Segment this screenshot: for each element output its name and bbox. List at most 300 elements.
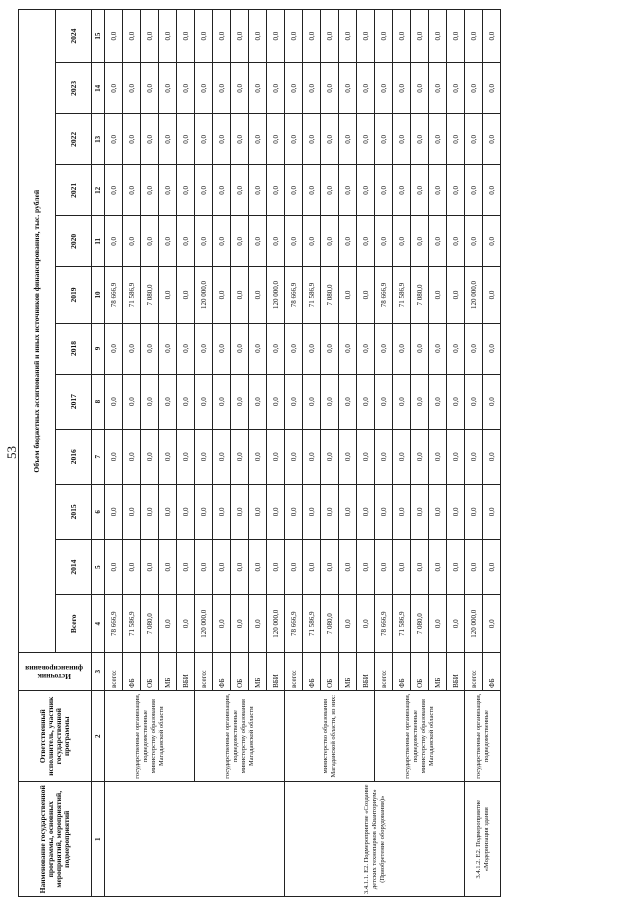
year-value: 0,0 [339,216,357,267]
year-value: 0,0 [213,374,231,429]
year-value: 0,0 [195,429,213,484]
year-value: 0,0 [321,323,339,374]
year-value: 0,0 [429,216,447,267]
total-value: 0,0 [249,595,267,653]
column-number: 11 [92,216,105,267]
year-value: 0,0 [177,429,195,484]
year-value: 0,0 [411,10,429,63]
year-value: 0,0 [285,114,303,165]
column-number: 12 [92,165,105,216]
header-year: 2017 [56,374,92,429]
column-number: 8 [92,374,105,429]
funding-source: ОБ [231,653,249,690]
year-value: 0,0 [357,216,375,267]
year-value: 0,0 [285,323,303,374]
year-value: 0,0 [285,216,303,267]
year-value: 0,0 [123,429,141,484]
year-value: 0,0 [483,540,501,595]
funding-source: ВБИ [357,653,375,690]
year-value: 0,0 [195,216,213,267]
header-total: Всего [56,595,92,653]
funding-source: МБ [249,653,267,690]
header-year: 2020 [56,216,92,267]
year-value: 0,0 [159,165,177,216]
year-value: 0,0 [303,63,321,114]
column-number: 15 [92,10,105,63]
year-value: 0,0 [105,374,123,429]
year-value: 0,0 [177,323,195,374]
year-value: 0,0 [393,429,411,484]
responsible-executor: государственные организации, подведомственные министерству образования Магаданской области [195,690,285,782]
year-value: 0,0 [465,165,483,216]
responsible-executor: государственные организации, подведомственные министерству образования Магаданской области [105,690,195,782]
table-row [465,10,483,897]
year-value: 0,0 [375,216,393,267]
funding-source: всего: [105,653,123,690]
total-value: 0,0 [339,595,357,653]
year-value: 0,0 [177,374,195,429]
year-value: 7 080,0 [141,267,159,323]
year-value: 0,0 [321,165,339,216]
year-value: 0,0 [321,374,339,429]
year-value: 0,0 [447,114,465,165]
column-number: 13 [92,114,105,165]
year-value: 0,0 [483,374,501,429]
year-value: 71 586,9 [123,267,141,323]
column-number: 14 [92,63,105,114]
year-value: 0,0 [231,63,249,114]
year-value: 78 666,9 [285,267,303,323]
year-value: 0,0 [465,10,483,63]
year-value: 0,0 [303,323,321,374]
financing-table [18,9,501,897]
year-value: 0,0 [429,165,447,216]
year-value: 0,0 [447,10,465,63]
year-value: 0,0 [141,484,159,539]
year-value: 0,0 [339,540,357,595]
year-value: 0,0 [249,323,267,374]
total-value: 78 666,9 [285,595,303,653]
header-year: 2024 [56,10,92,63]
measure-name: 3.4.1.1. Е2. Подмероприятие «Создание детских технопарков «Кванториум» (Приобретение оборудования)» [285,782,465,897]
year-value: 0,0 [195,114,213,165]
year-value: 120 000,0 [195,267,213,323]
year-value: 0,0 [267,484,285,539]
year-value: 0,0 [159,374,177,429]
year-value: 0,0 [141,374,159,429]
year-value: 0,0 [483,216,501,267]
year-value: 0,0 [213,10,231,63]
funding-source: ФБ [123,653,141,690]
year-value: 0,0 [231,114,249,165]
year-value: 0,0 [411,374,429,429]
header-year: 2015 [56,484,92,539]
year-value: 0,0 [375,323,393,374]
year-value: 0,0 [465,540,483,595]
year-value: 0,0 [447,374,465,429]
year-value: 0,0 [303,429,321,484]
funding-source: ФБ [303,653,321,690]
year-value: 0,0 [321,429,339,484]
year-value: 0,0 [159,10,177,63]
year-value: 0,0 [465,374,483,429]
year-value: 0,0 [177,63,195,114]
year-value: 0,0 [339,429,357,484]
year-value: 0,0 [429,10,447,63]
year-value: 0,0 [249,165,267,216]
year-value: 0,0 [195,540,213,595]
year-value: 0,0 [285,165,303,216]
year-value: 0,0 [447,63,465,114]
header-year: 2021 [56,165,92,216]
funding-source: всего: [465,653,483,690]
funding-source: ФБ [213,653,231,690]
year-value: 0,0 [267,63,285,114]
year-value: 0,0 [249,429,267,484]
total-value: 78 666,9 [105,595,123,653]
year-value: 0,0 [339,374,357,429]
year-value: 0,0 [357,540,375,595]
year-value: 0,0 [231,267,249,323]
year-value: 0,0 [267,323,285,374]
year-value: 0,0 [123,540,141,595]
funding-source: ВБИ [267,653,285,690]
year-value: 0,0 [177,165,195,216]
year-value: 0,0 [393,323,411,374]
column-number: 7 [92,429,105,484]
year-value: 0,0 [105,63,123,114]
year-value: 0,0 [159,429,177,484]
total-value: 120 000,0 [195,595,213,653]
year-value: 0,0 [411,63,429,114]
header-year: 2023 [56,63,92,114]
year-value: 0,0 [411,114,429,165]
year-value: 0,0 [465,216,483,267]
total-value: 0,0 [231,595,249,653]
year-value: 0,0 [123,374,141,429]
year-value: 0,0 [483,10,501,63]
funding-source: всего: [285,653,303,690]
header-year: 2014 [56,540,92,595]
year-value: 0,0 [411,429,429,484]
year-value: 0,0 [303,216,321,267]
year-value: 0,0 [393,374,411,429]
year-value: 0,0 [159,114,177,165]
year-value: 0,0 [285,484,303,539]
page-number: 53 [4,446,19,459]
funding-source: МБ [159,653,177,690]
year-value: 0,0 [267,429,285,484]
year-value: 0,0 [303,10,321,63]
year-value: 0,0 [195,374,213,429]
year-value: 0,0 [357,63,375,114]
year-value: 0,0 [321,114,339,165]
year-value: 0,0 [375,10,393,63]
year-value: 0,0 [177,216,195,267]
year-value: 0,0 [429,540,447,595]
year-value: 0,0 [357,484,375,539]
year-value: 0,0 [411,484,429,539]
year-value: 0,0 [267,10,285,63]
year-value: 0,0 [231,374,249,429]
year-value: 0,0 [321,63,339,114]
year-value: 0,0 [429,114,447,165]
total-value: 120 000,0 [267,595,285,653]
year-value: 0,0 [375,374,393,429]
year-value: 0,0 [303,114,321,165]
year-value: 0,0 [411,323,429,374]
year-value: 0,0 [123,165,141,216]
year-value: 0,0 [375,429,393,484]
year-value: 0,0 [249,114,267,165]
year-value: 0,0 [267,216,285,267]
year-value: 0,0 [231,323,249,374]
year-value: 71 586,9 [303,267,321,323]
header-responsible: Ответственный исполнитель, участник государственной программы [19,690,92,782]
year-value: 0,0 [375,165,393,216]
measure-name: 3.4.1.2. Е2. Подмероприятие «Модернизация здания [465,782,501,897]
funding-source: ОБ [321,653,339,690]
year-value: 0,0 [429,484,447,539]
year-value: 0,0 [483,63,501,114]
measure-name [105,782,285,897]
funding-source: ФБ [393,653,411,690]
total-value: 0,0 [213,595,231,653]
year-value: 120 000,0 [267,267,285,323]
year-value: 0,0 [105,10,123,63]
funding-source: ОБ [411,653,429,690]
total-value: 78 666,9 [375,595,393,653]
year-value: 0,0 [213,484,231,539]
year-value: 0,0 [105,484,123,539]
year-value: 0,0 [393,10,411,63]
column-number: 9 [92,323,105,374]
total-value: 0,0 [483,595,501,653]
year-value: 0,0 [249,484,267,539]
year-value: 0,0 [249,540,267,595]
column-number: 6 [92,484,105,539]
year-value: 0,0 [195,63,213,114]
year-value: 0,0 [375,63,393,114]
year-value: 0,0 [357,323,375,374]
year-value: 0,0 [393,114,411,165]
year-value: 0,0 [357,267,375,323]
year-value: 0,0 [339,63,357,114]
year-value: 0,0 [141,429,159,484]
year-value: 0,0 [159,63,177,114]
year-value: 0,0 [231,484,249,539]
year-value: 0,0 [447,429,465,484]
total-value: 71 586,9 [393,595,411,653]
year-value: 0,0 [483,114,501,165]
year-value: 0,0 [177,10,195,63]
year-value: 120 000,0 [465,267,483,323]
header-volume: Объем бюджетных ассигнований и иных источников финансирования, тыс. рублей [19,10,56,653]
year-value: 0,0 [123,216,141,267]
year-value: 0,0 [213,267,231,323]
total-value: 0,0 [429,595,447,653]
table-body [92,10,501,897]
year-value: 0,0 [483,323,501,374]
funding-source: МБ [429,653,447,690]
year-value: 0,0 [339,484,357,539]
year-value: 0,0 [303,374,321,429]
year-value: 0,0 [249,63,267,114]
year-value: 0,0 [141,63,159,114]
responsible-executor: государственные организации, подведомственные министерству образования Магаданской области [375,690,465,782]
year-value: 0,0 [375,540,393,595]
total-value: 7 080,0 [141,595,159,653]
column-number: 3 [92,653,105,690]
funding-source: всего: [375,653,393,690]
year-value: 0,0 [411,165,429,216]
year-value: 0,0 [393,63,411,114]
year-value: 0,0 [213,63,231,114]
year-value: 0,0 [231,10,249,63]
year-value: 0,0 [339,114,357,165]
column-number-row [92,10,105,897]
total-value: 0,0 [177,595,195,653]
total-value: 7 080,0 [411,595,429,653]
year-value: 0,0 [177,114,195,165]
year-value: 0,0 [447,216,465,267]
year-value: 0,0 [465,484,483,539]
year-value: 0,0 [159,323,177,374]
year-value: 0,0 [375,484,393,539]
year-value: 0,0 [213,114,231,165]
year-value: 0,0 [105,323,123,374]
year-value: 0,0 [267,540,285,595]
column-number: 2 [92,690,105,782]
table-row [375,10,393,897]
year-value: 0,0 [483,267,501,323]
year-value: 0,0 [393,165,411,216]
year-value: 0,0 [465,114,483,165]
funding-source: ФБ [483,653,501,690]
year-value: 0,0 [159,540,177,595]
header-name: Наименование государственной программы, основных мероприятий, мероприятий, подмероприятий [19,782,92,897]
year-value: 0,0 [105,216,123,267]
year-value: 0,0 [123,484,141,539]
year-value: 0,0 [285,10,303,63]
year-value: 0,0 [231,429,249,484]
header-row-1 [19,10,56,897]
year-value: 0,0 [249,374,267,429]
header-source-text: Источник финансирования [25,663,83,681]
year-value: 0,0 [141,114,159,165]
year-value: 0,0 [123,323,141,374]
year-value: 0,0 [321,484,339,539]
year-value: 0,0 [285,63,303,114]
year-value: 0,0 [267,114,285,165]
year-value: 0,0 [339,323,357,374]
total-value: 0,0 [447,595,465,653]
funding-source: ВБИ [447,653,465,690]
year-value: 0,0 [231,216,249,267]
year-value: 0,0 [159,484,177,539]
year-value: 0,0 [267,374,285,429]
year-value: 0,0 [465,63,483,114]
total-value: 71 586,9 [123,595,141,653]
year-value: 0,0 [375,114,393,165]
year-value: 0,0 [321,10,339,63]
year-value: 0,0 [159,267,177,323]
year-value: 0,0 [141,216,159,267]
year-value: 0,0 [321,216,339,267]
year-value: 0,0 [429,374,447,429]
total-value: 0,0 [159,595,177,653]
year-value: 0,0 [105,429,123,484]
funding-source: всего: [195,653,213,690]
year-value: 0,0 [411,216,429,267]
year-value: 0,0 [285,540,303,595]
year-value: 0,0 [393,484,411,539]
year-value: 0,0 [447,323,465,374]
year-value: 0,0 [447,165,465,216]
year-value: 0,0 [357,165,375,216]
year-value: 0,0 [105,540,123,595]
year-value: 0,0 [249,267,267,323]
year-value: 0,0 [141,165,159,216]
funding-source: ВБИ [177,653,195,690]
year-value: 0,0 [231,165,249,216]
year-value: 0,0 [303,165,321,216]
year-value: 0,0 [357,429,375,484]
year-value: 0,0 [447,540,465,595]
year-value: 78 666,9 [375,267,393,323]
year-value: 0,0 [339,10,357,63]
header-year: 2022 [56,114,92,165]
year-value: 0,0 [213,216,231,267]
year-value: 0,0 [267,165,285,216]
year-value: 0,0 [357,374,375,429]
year-value: 0,0 [429,63,447,114]
year-value: 0,0 [303,484,321,539]
year-value: 0,0 [195,165,213,216]
year-value: 0,0 [483,484,501,539]
year-value: 0,0 [249,10,267,63]
table-row [105,10,123,897]
responsible-executor: государственные организации, подведомственные [465,690,501,782]
year-value: 0,0 [123,10,141,63]
total-value: 0,0 [357,595,375,653]
year-value: 0,0 [195,10,213,63]
year-value: 0,0 [213,540,231,595]
year-value: 0,0 [177,540,195,595]
year-value: 0,0 [231,540,249,595]
year-value: 0,0 [357,10,375,63]
header-year: 2019 [56,267,92,323]
column-number: 1 [92,782,105,897]
year-value: 0,0 [411,540,429,595]
header-year: 2018 [56,323,92,374]
year-value: 0,0 [213,323,231,374]
column-number: 5 [92,540,105,595]
year-value: 0,0 [447,484,465,539]
year-value: 0,0 [141,540,159,595]
year-value: 0,0 [321,540,339,595]
year-value: 78 666,9 [105,267,123,323]
year-value: 0,0 [141,10,159,63]
year-value: 0,0 [483,165,501,216]
year-value: 0,0 [429,267,447,323]
year-value: 0,0 [105,165,123,216]
column-number: 4 [92,595,105,653]
year-value: 71 586,9 [393,267,411,323]
year-value: 0,0 [393,540,411,595]
year-value: 0,0 [195,323,213,374]
year-value: 0,0 [357,114,375,165]
